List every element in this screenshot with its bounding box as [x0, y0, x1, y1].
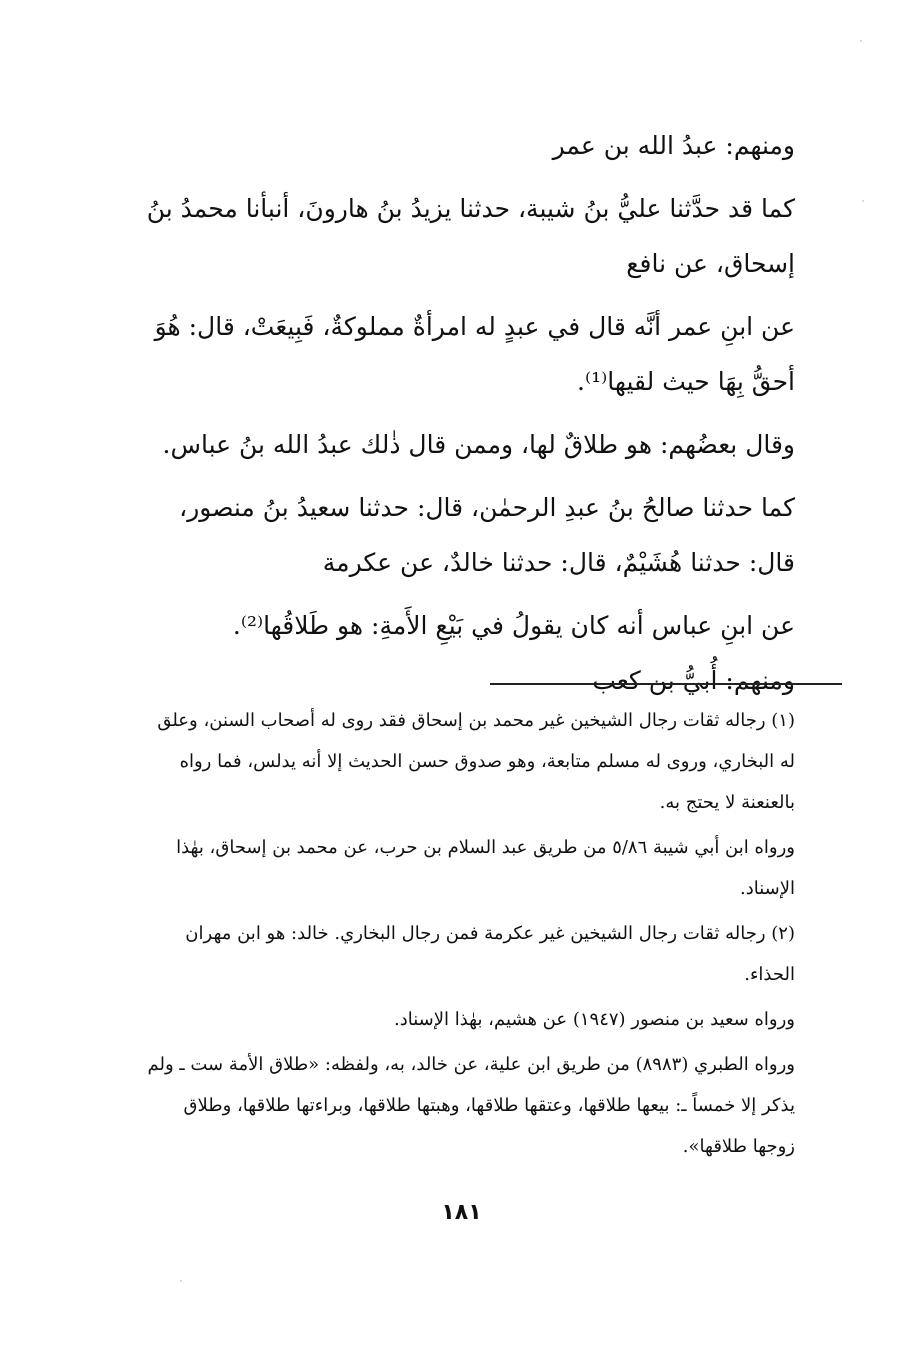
paragraph-report-1: عن ابنِ عمر أنَّه قال في عبدٍ له امرأةٌ مملوكةٌ، فَبِيعَتْ، قال: هُوَ أحقُّ بِهَا حيث لقيها⁽¹⁾.: [154, 312, 795, 396]
page-number: ١٨١: [441, 1200, 482, 1225]
scan-speck: [860, 40, 862, 42]
paragraph-report-2: عن ابنِ عباس أنه كان يقولُ في بَيْعِ الأَمةِ: هو طَلاقُها⁽²⁾.: [232, 611, 795, 640]
paragraph-narrator-heading-1: ومنهم: عبدُ الله بن عمر: [552, 131, 795, 160]
paragraph-chain-1: كما قد حدَّثنا عليُّ بنُ شيبة، حدثنا يزيدُ بنُ هارونَ، أنبأنا محمدُ بنُ إسحاق، عن نافع: [146, 194, 795, 278]
scan-speck: [862, 200, 864, 202]
footnote-2: (٢) رجاله ثقات رجال الشيخين غير عكرمة فمن رجال البخاري. خالد: هو ابن مهران الحذاء.: [185, 923, 795, 985]
footnote-1: (١) رجاله ثقات رجال الشيخين غير محمد بن إسحاق فقد روى له أصحاب السنن، وعلق له البخاري، وروى له مسلم متابعة، وهو صدوق حسن الحديث إلا أنه يدلس، فما رواه بالعنعنة لا يحتج به.: [157, 710, 795, 813]
footnote-1-source: ورواه ابن أبي شيبة ٥/٨٦ من طريق عبد السلام بن حرب، عن محمد بن إسحاق، بهٰذا الإسناد.: [176, 837, 795, 899]
main-text: [140, 118, 843, 708]
footnote-divider: [490, 683, 842, 685]
paragraph-chain-2: كما حدثنا صالحُ بنُ عبدِ الرحمٰن، قال: حدثنا سعيدُ بنُ منصور، قال: حدثنا هُشَيْمٌ، قال: حدثنا خالدٌ، عن عكرمة: [179, 493, 795, 577]
footnote-2-source-1: ورواه سعيد بن منصور (١٩٤٧) عن هشيم، بهٰذا الإسناد.: [393, 1009, 795, 1030]
paragraph-opinion: وقال بعضُهم: هو طلاقٌ لها، وممن قال ذٰلك عبدُ الله بنُ عباس.: [162, 430, 795, 459]
footnote-2-source-2: ورواه الطبري (٨٩٨٣) من طريق ابن علية، عن خالد، به، ولفظه: «طلاق الأمة ست ـ ولم يذكر إلا خمساً ـ: بيعها طلاقها، وعتقها طلاقها، وهبتها طلاقها، وبراءتها طلاقها، وطلاق زوجها طلاقها».: [147, 1054, 795, 1157]
scan-speck: [180, 1280, 182, 1282]
paragraph-narrator-heading-2: ومنهم: أُبيُّ بن كعب: [592, 666, 795, 695]
footnotes: [140, 700, 843, 1171]
